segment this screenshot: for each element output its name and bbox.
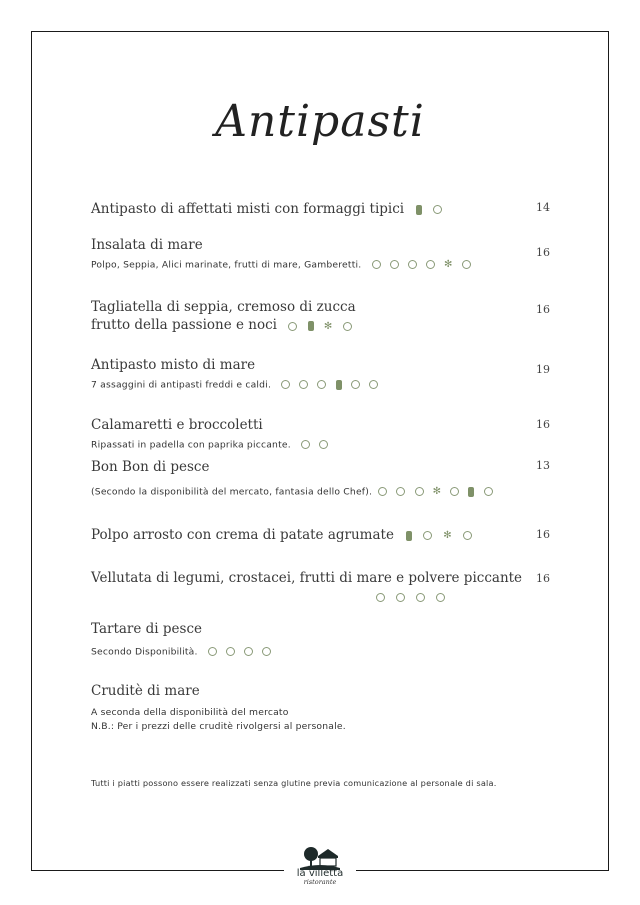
wheat-icon (408, 260, 417, 269)
wheat-icon (317, 380, 326, 389)
menu-item (91, 416, 561, 453)
wheat-icon (415, 487, 424, 496)
fish-icon (450, 487, 459, 496)
shell-icon (463, 531, 472, 540)
page-title: Antipasti (215, 96, 425, 147)
item-price: 16 (536, 303, 550, 316)
item-price: 16 (536, 246, 550, 259)
item-name-line2: frutto della passione e noci (91, 317, 277, 333)
item-description: (Secondo la disponibilità del mercato, fantasia dello Chef). (91, 486, 373, 498)
item-price: 19 (536, 363, 550, 376)
egg-icon (396, 593, 405, 602)
nuts-icon (308, 321, 314, 331)
wheat-icon (319, 440, 328, 449)
celery-icon (369, 380, 378, 389)
shrimp-icon (396, 487, 405, 496)
bottle-icon (336, 380, 342, 390)
wheat-icon (244, 647, 253, 656)
item-name: Antipasto di affettati misti con formaggi tipici (91, 201, 405, 217)
item-note: N.B.: Per i prezzi delle cruditè rivolgersi al personale. (91, 721, 346, 732)
menu-item (91, 458, 561, 500)
shell-icon (372, 260, 381, 269)
shrimp-icon (299, 380, 308, 389)
item-name: Cruditè di mare (91, 683, 200, 699)
star-icon: ✻ (432, 486, 442, 497)
item-price: 16 (536, 528, 550, 541)
wheat-icon (423, 531, 432, 540)
wheat-icon (433, 205, 442, 214)
item-name: Tagliatella di seppia, cremoso di zucca (91, 299, 356, 315)
restaurant-logo (284, 846, 356, 894)
item-price: 16 (536, 572, 550, 585)
fish-icon (426, 260, 435, 269)
shrimp-icon (390, 260, 399, 269)
shell-icon (378, 487, 387, 496)
item-name: Tartare di pesce (91, 621, 203, 637)
wheat-icon (343, 322, 352, 331)
item-name: Bon Bon di pesce (91, 459, 210, 475)
menu-item (91, 524, 561, 544)
wheat-icon (376, 593, 385, 602)
menu-item (91, 569, 561, 587)
logo-name: la villetta (296, 868, 344, 879)
item-description: Polpo, Seppia, Alici marinate, frutti di mare, Gamberetti. (91, 259, 362, 271)
menu-item (91, 682, 561, 734)
item-name: Insalata di mare (91, 237, 203, 253)
bottle-icon (406, 531, 412, 541)
shrimp-icon (436, 593, 445, 602)
allergen-icons (403, 525, 475, 544)
logo-subtitle: ristorante (303, 878, 337, 886)
item-name: Antipasto misto di mare (91, 357, 256, 373)
shell-icon (301, 440, 310, 449)
item-description: 7 assaggini di antipasti freddi e caldi. (91, 379, 272, 391)
shrimp-icon (226, 647, 235, 656)
bottle-icon (416, 205, 422, 215)
item-name: Calamaretti e broccoletti (91, 417, 263, 433)
bottle-icon (468, 487, 474, 497)
star-icon: ✻ (443, 530, 452, 541)
allergen-icons (369, 258, 474, 272)
item-description: A seconda della disponibilità del mercato (91, 707, 289, 718)
item-description: Ripassati in padella con paprika piccante. (91, 439, 291, 451)
star-icon: ✻ (444, 259, 453, 270)
item-name: Polpo arrosto con crema di patate agrumate (91, 527, 394, 543)
shell-icon (416, 593, 425, 602)
item-price: 16 (536, 418, 550, 431)
item-price: 14 (536, 201, 550, 214)
menu-item (91, 356, 561, 393)
star-icon: ✻ (323, 320, 333, 332)
egg-icon (484, 487, 493, 496)
celery-icon (262, 647, 271, 656)
allergen-icons (413, 199, 445, 218)
gluten-free-note: Tutti i piatti possono essere realizzati senza glutine previa comunicazione al personale di sala. (91, 778, 497, 788)
menu-item (91, 198, 561, 218)
celery-icon (462, 260, 471, 269)
allergen-icons (298, 438, 331, 452)
item-description: Secondo Disponibilità. (91, 646, 198, 658)
menu-item (91, 620, 561, 660)
allergen-icons (373, 587, 448, 606)
villa-tree-icon (300, 846, 340, 870)
allergen-icons (375, 485, 495, 499)
allergen-icons (285, 317, 354, 335)
fish-icon (208, 647, 217, 656)
allergen-icons (205, 645, 274, 659)
shell-icon (281, 380, 290, 389)
item-name: Vellutata di legumi, crostacei, frutti di mare e polvere piccante (91, 570, 523, 586)
shell-icon (288, 322, 297, 331)
fish-icon (351, 380, 360, 389)
item-price: 13 (536, 459, 550, 472)
menu-item (91, 236, 561, 273)
menu-item (91, 298, 561, 335)
allergen-icons (278, 378, 381, 392)
